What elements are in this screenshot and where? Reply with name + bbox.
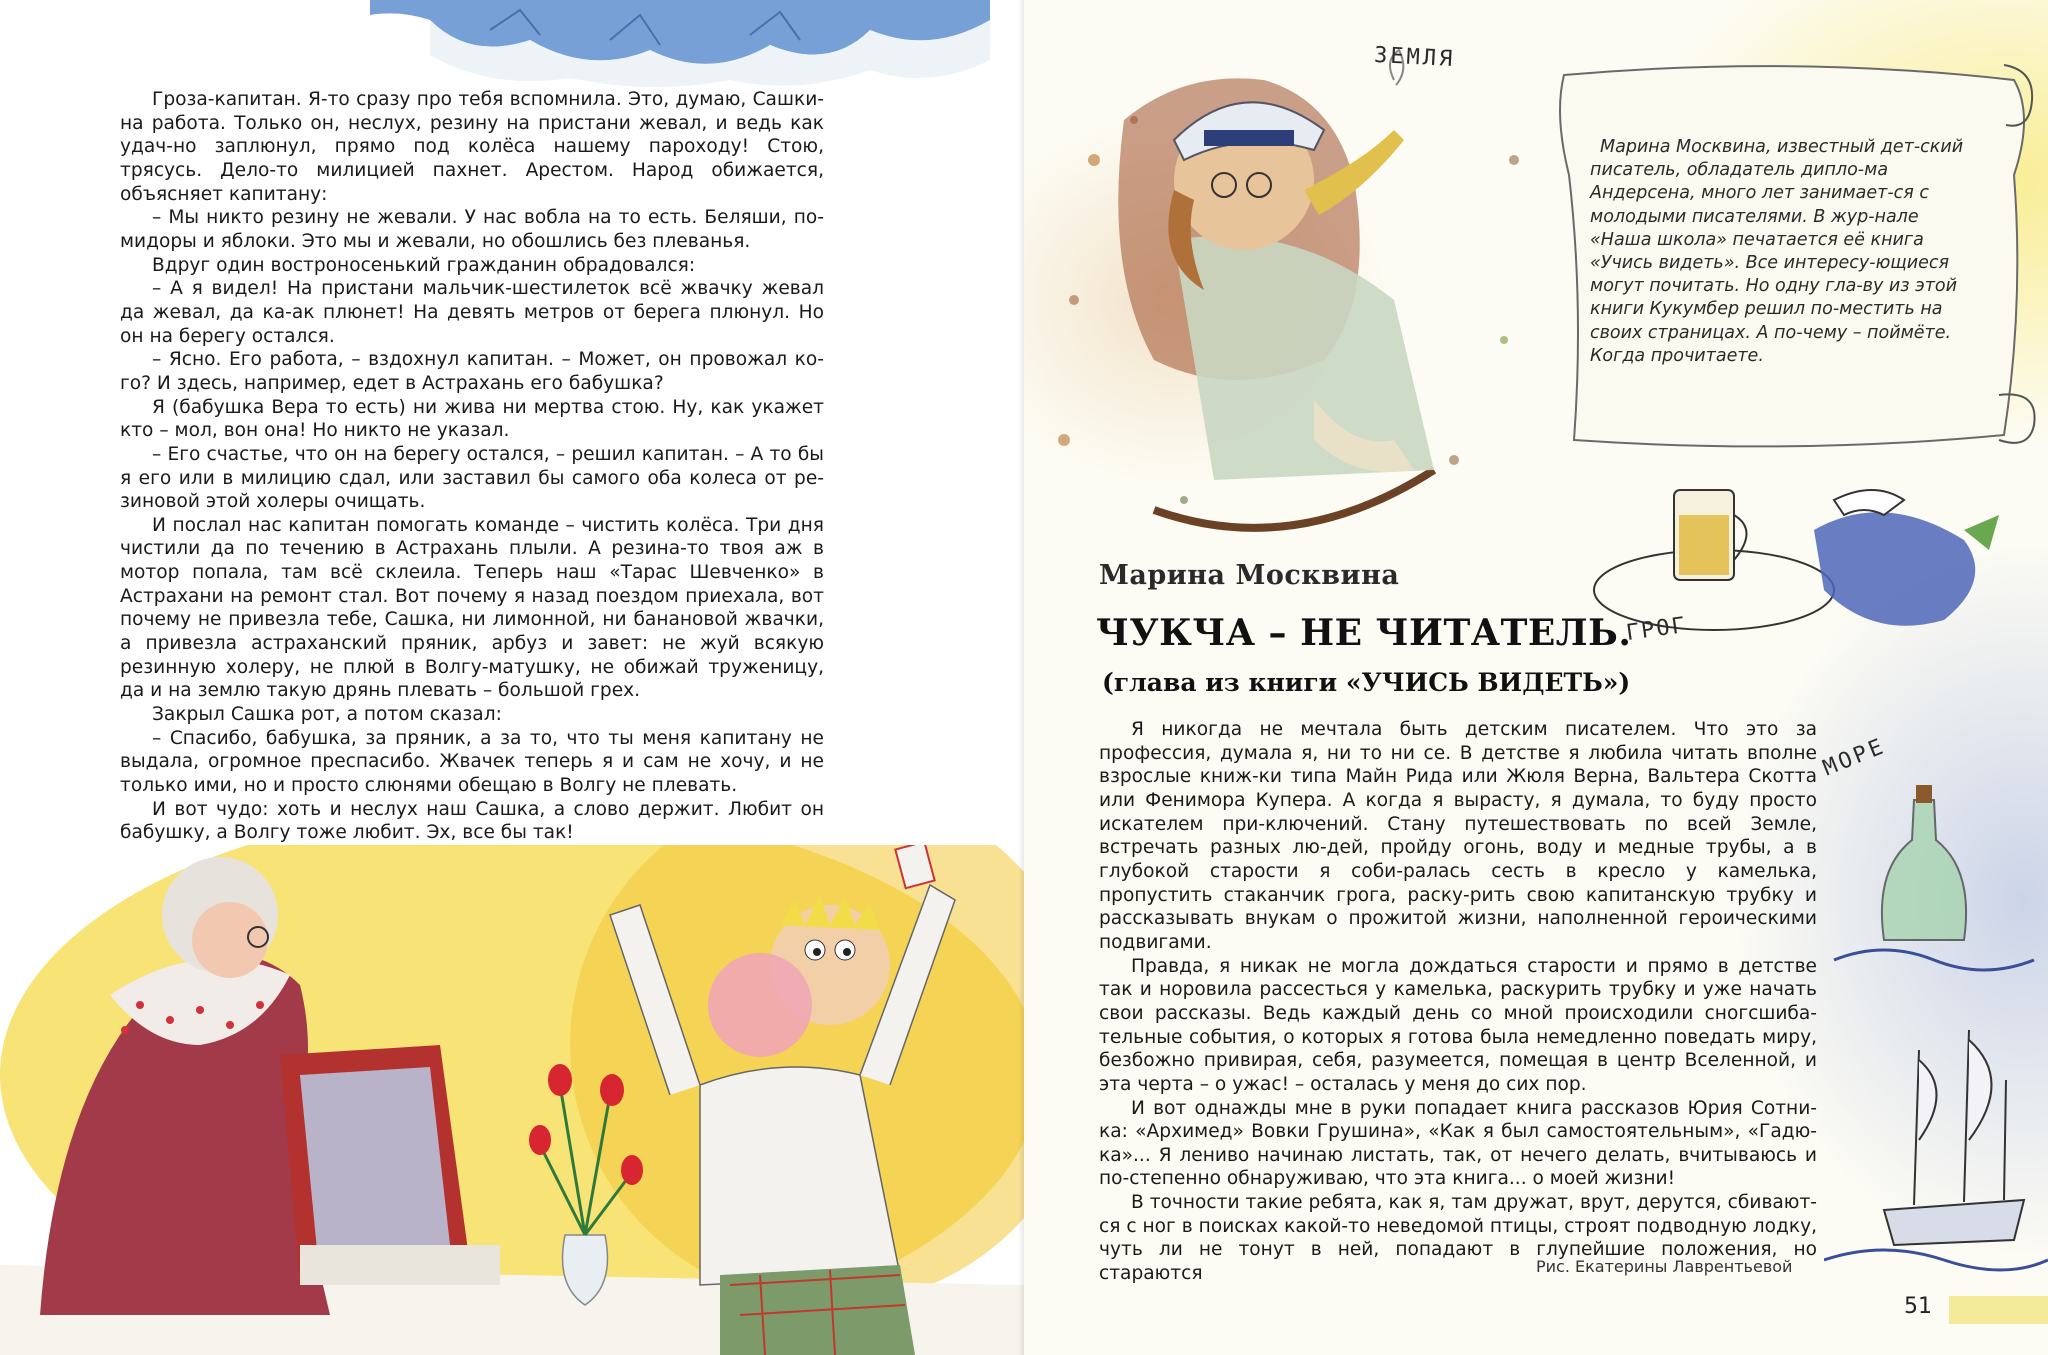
story-paragraph: И послал нас капитан помогать команде – чистить колёса. Три дня чистили да по течению в Астрахань плыли. А резина-то твоя аж в мотор попала, там всё склеила. Теперь наш «Тарас Шевченко» в Астрахани на ремонт стал. Вот почему я назад поездом приехала, вот почему не привезла тебе, Сашка, ни лимонной, ни банановой жвачки, а привезла астраханский пряник, арбуз и завет: не жуй всякую резинную холеру, не плюй в Волгу-матушку, не обижай труженицу, да и на землю такую дрянь плевать – большой грех. (120, 514, 824, 702)
map-label-grog: ГРОГ (1624, 612, 1689, 647)
article-title: ЧУКЧА – НЕ ЧИТАТЕЛЬ. (1096, 612, 1632, 654)
article-paragraph: В точности такие ребята, как я, там дружат, врут, дерутся, сбивают-ся с ног в поисках какой-то неведомой птицы, строят подводную лодку, чуть ли не тонут в ней, попадают в глупейшие положения, но стараются (1099, 1192, 1817, 1285)
map-label-more: МОРЕ (1819, 733, 1890, 782)
story-paragraph: И вот чудо: хоть и неслух наш Сашка, а слово держит. Любит он бабушку, а Волгу тоже любит. Эх, все бы так! (120, 798, 824, 844)
map-label-zemlya: ЗЕМЛЯ (1373, 42, 1456, 73)
article-paragraph: Я никогда не мечтала быть детским писателем. Что это за профессия, думала я, ни то ни се. В детстве я любила читать вполне взрослые книж-ки типа Майн Рида или Жюля Верна, Вальтера Скотта или Фенимора Купера. А когда я вырасту, я думала, то буду просто искателем при-ключений. Стану путешествовать по всей Земле, встречать разных лю-дей, пройду огонь, воду и медные трубы, а в глубокой старости я соби-ралась сесть в кресло у камелька, пропустить стаканчик грога, раску-рить свою капитанскую трубку и рассказывать внукам о прожитой жизни, наполненной героическими подвигами. (1099, 719, 1817, 953)
page-number-strip (1949, 1296, 2048, 1324)
article-text (1099, 718, 1817, 1286)
story-paragraph: – Ясно. Его работа, – вздохнул капитан. – Может, он провожал ко-го? И здесь, например, едет в Астрахань его бабушка? (120, 349, 824, 394)
sky-illustration (370, 0, 990, 90)
right-page (1024, 0, 2048, 1355)
illustration-credit: Рис. Екатерины Лаврентьевой (1536, 1257, 1793, 1276)
bottle-and-ship-illustration (1824, 760, 2048, 1280)
article-paragraph: Правда, я никак не могла дождаться старости и прямо в детстве так и норовила рассесться у камелька, раскурить трубку и уже начать свои рассказы. Ведь каждый день со мной происходили сногсшиба-тельные события, о которых я готова была немедленно поведать миру, безбожно привирая, себя, разумеется, помещая в центр Вселенной, и эта черта – о ужас! – осталась у меня до сих пор. (1099, 955, 1817, 1095)
story-text-left (120, 88, 824, 845)
intro-note-text: Марина Москвина, известный дет-ский писатель, обладатель дипло-ма Андерсена, много лет занимает-ся с молодыми писателями. В жур-нале «Наша школа» печатается её книга «Учись видеть». Все интересу-ющиеся могут почитать. Но одну гла-ву из этой книги Кукумбер решил по-местить на своих страницах. А по-чему – поймёте. Когда прочитаете. (1590, 137, 1964, 366)
story-paragraph: – Спасибо, бабушка, за пряник, а за то, что ты меня капитану не выдала, огромное преспасибо. Жвачек теперь я и сам не хочу, и не только ими, но и просто слюнями обещаю в Волгу не плевать. (120, 727, 824, 797)
grog-mug-and-sailor-fish-illustration (1584, 470, 2004, 640)
article-paragraph: И вот однажды мне в руки попадает книга рассказов Юрия Сотни-ка: «Архимед» Вовки Грушина», «Как я был самостоятельным», «Гадю-ка»... Я лениво начинаю листать, так, от нечего делать, вчитываюсь и по-степенно обнаруживаю, что эта книга... о моей жизни! (1099, 1097, 1817, 1190)
story-paragraph: – А я видел! На пристани мальчик-шестилеток всё жвачку жевал да жевал, да ка-ак плюнет! На девять метров от берега плюнул. Но он на берегу остался. (120, 278, 824, 347)
story-paragraph: Закрыл Сашка рот, а потом сказал: (152, 704, 502, 726)
story-paragraph: Я (бабушка Вера то есть) ни жива ни мертва стою. Ну, как укажет кто – мол, вон она! Но никто не указал. (120, 396, 824, 442)
story-paragraph: Вдруг один востроносенький гражданин обрадовался: (152, 254, 696, 276)
story-paragraph: – Его счастье, что он на берегу остался, – решил капитан. – А то бы я его или в милицию сдал, или заставил бы самого оба колеса от ре-зиновой этой холеры очищать. (120, 443, 824, 513)
grandma-and-boy-illustration (0, 845, 1024, 1355)
story-paragraph: Гроза-капитан. Я-то сразу про тебя вспомнила. Это, думаю, Сашки-на работа. Только он, неслух, резину на пристани жевал, и ведь как удач-но заплюнул, прямо под колёса нашему пароходу! Стою, трясусь. Дело-то милицией пахнет. Арестом. Народ обижается, объясняет капитану: (120, 89, 824, 205)
captain-in-rocking-chair-illustration (1034, 40, 1554, 560)
page-number: 51 (1904, 1294, 1932, 1319)
article-author: Марина Москвина (1099, 560, 1400, 591)
story-paragraph: – Мы никто резину не жевали. У нас вобла на то есть. Беляши, по-мидоры и яблоки. Это мы и жевали, но обошлись без плеванья. (120, 207, 824, 252)
article-subtitle: (глава из книги «УЧИСЬ ВИДЕТЬ») (1102, 668, 1631, 697)
intro-note (1590, 136, 1965, 368)
